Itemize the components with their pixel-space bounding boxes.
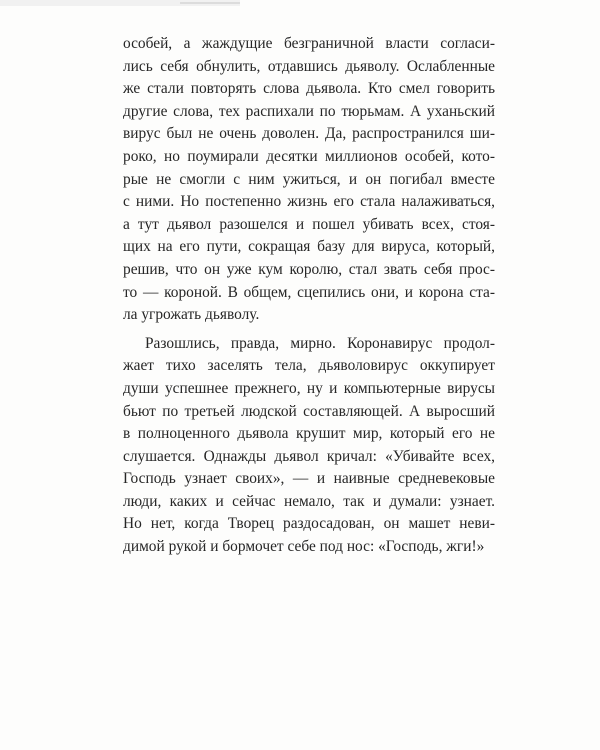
text-line: а тут дьявол разошелся и пошел убивать всех, стоя- — [123, 215, 495, 233]
text-line: решив, что он уже кум королю, стал звать себя прос- — [123, 260, 495, 278]
text-line: особей, а жаждущие безграничной власти согласи- — [123, 35, 495, 52]
text-line: Господь узнает своих», — и наивные средневековые — [123, 470, 495, 488]
text-line: щих на его пути, сокращая базу для вируса, который, — [123, 238, 495, 256]
text-line: же стали повторять слова дьявола. Кто смел говорить — [123, 80, 495, 98]
text-line: в полноценного дьявола крушит мир, который его не — [123, 425, 495, 443]
text-line: Но нет, когда Творец раздосадован, он машет неви- — [123, 515, 495, 533]
text-line: Разошлись, правда, мирно. Коронавирус продол- — [145, 334, 495, 352]
text-line: димой рукой и бормочет себе под нос: «Господь, жги!» — [123, 538, 485, 556]
text-line: с ними. Но постепенно жизнь его стала налаживаться, — [123, 193, 495, 211]
text-line: бьют по третьей людской составляющей. А выросший — [123, 402, 495, 420]
text-line: жает тихо заселять тела, дьяволовирус оккупирует — [123, 357, 495, 375]
text-line: то — короной. В общем, сцепились они, и корона ста- — [123, 283, 495, 301]
text-line: души успешнее прежнего, ну и компьютерные вирусы — [123, 379, 495, 397]
paragraph-1 — [123, 33, 495, 327]
text-line: слушается. Однажды дьявол кричал: «Убивайте всех, — [123, 447, 495, 465]
body-text — [123, 33, 495, 559]
text-line: роко, но поумирали десятки миллионов особей, кото- — [123, 147, 495, 165]
text-line: рые не смогли с ним ужиться, и он погибал вместе — [123, 170, 495, 188]
text-line: лись себя обнулить, отдавшись дьяволу. Ослабленные — [123, 57, 495, 75]
text-line: люди, каких и сейчас немало, так и думали: узнает. — [123, 492, 495, 510]
text-line: вирус был не очень доволен. Да, распространился ши- — [123, 125, 495, 143]
scan-edge-rule — [0, 0, 240, 6]
paragraph-2 — [123, 333, 495, 559]
text-line: другие слова, тех распихали по тюрьмам. А уханьский — [123, 102, 495, 120]
text-line: ла угрожать дьяволу. — [123, 306, 260, 324]
